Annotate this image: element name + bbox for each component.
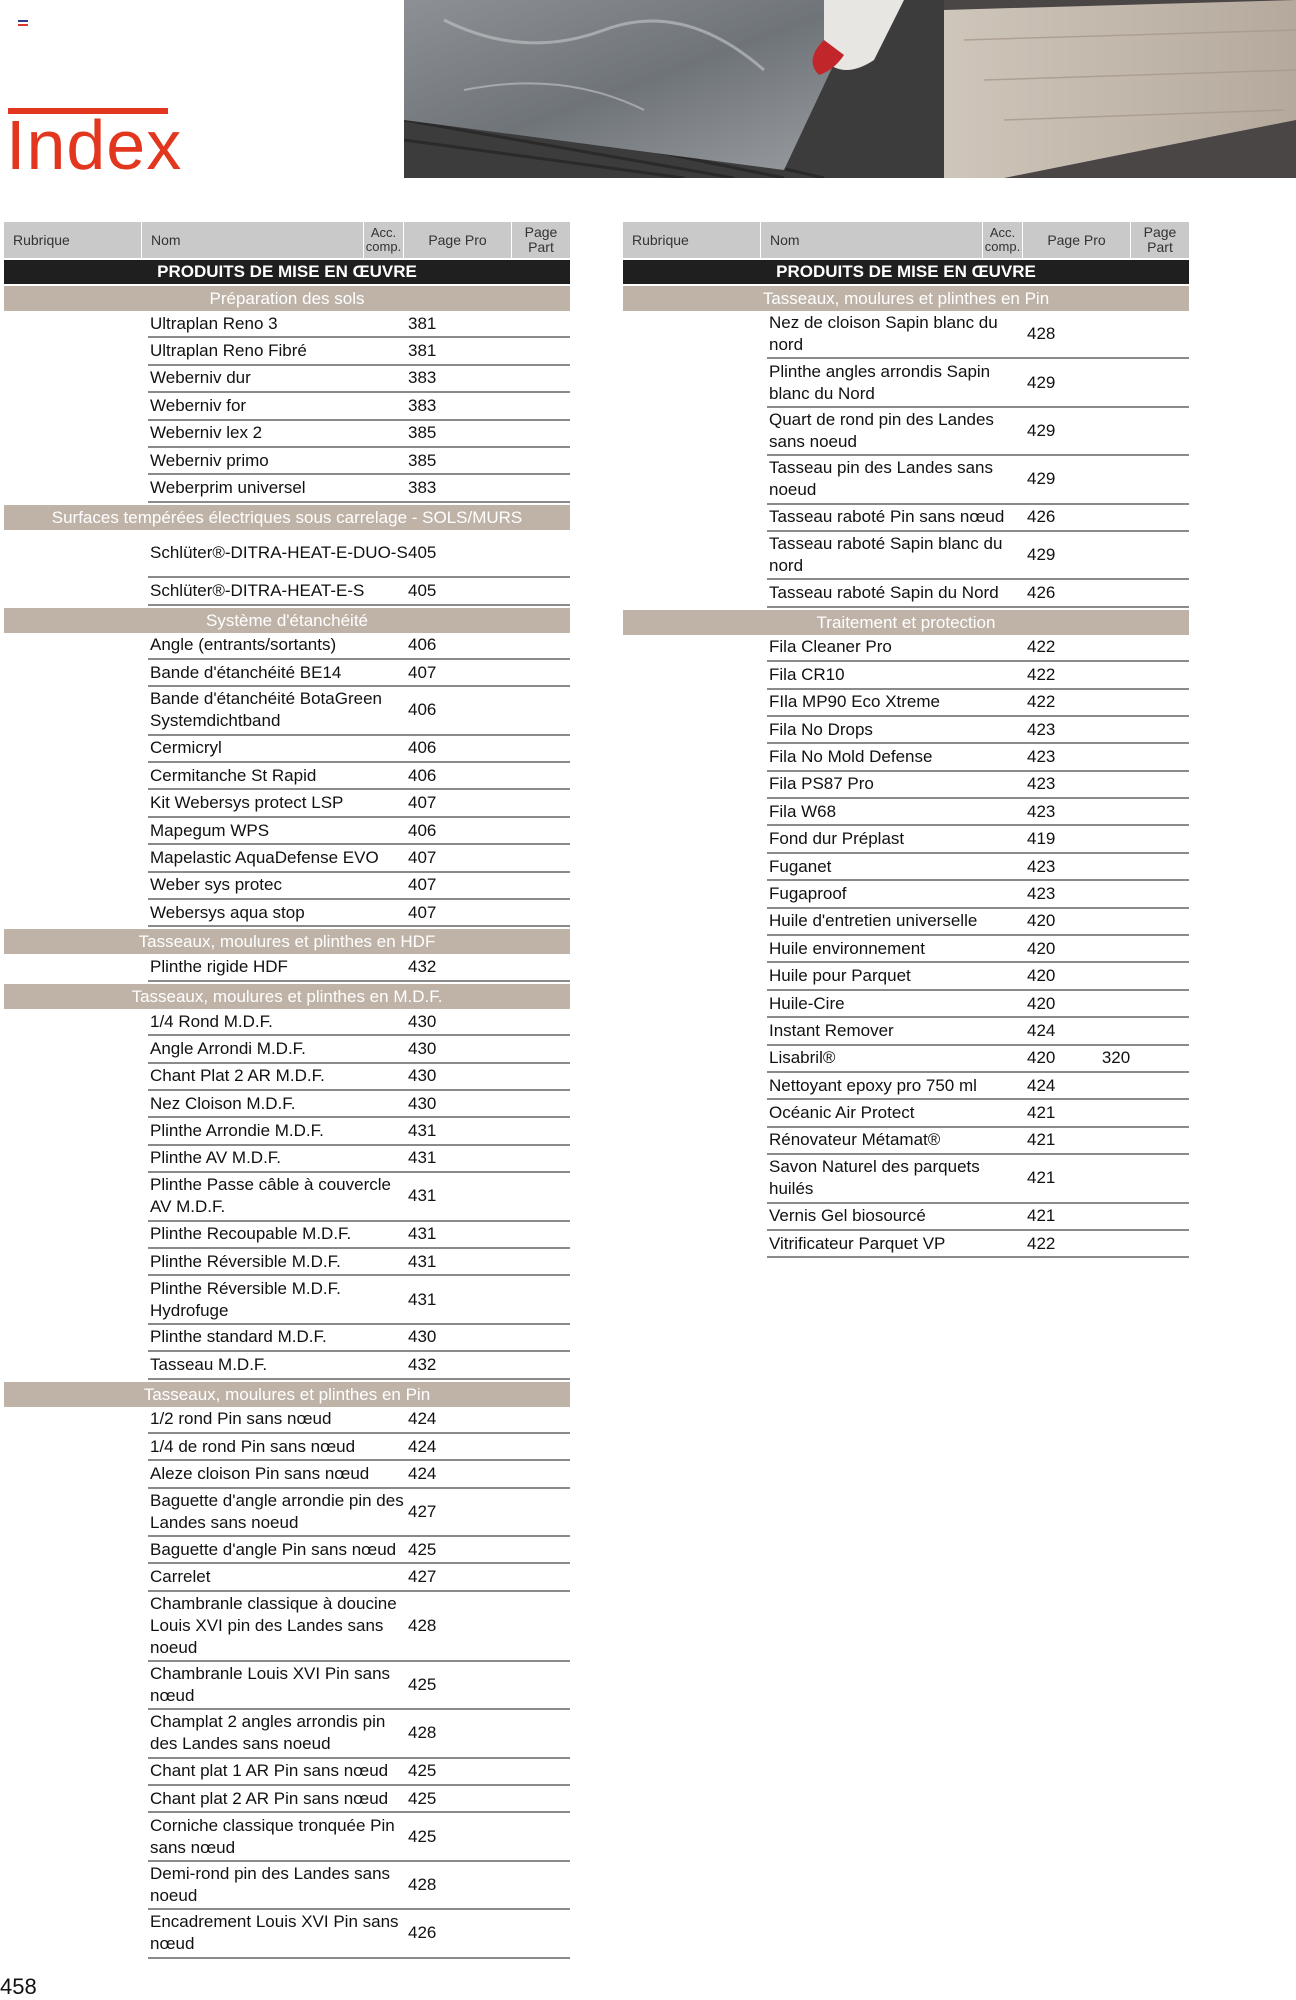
product-name: Webersys aqua stop: [150, 902, 305, 922]
hero-image: [404, 0, 1296, 178]
header-nom: Nom: [761, 222, 983, 258]
table-row: [767, 359, 1189, 407]
section-title: Tasseaux, moulures et plinthes en HDF: [4, 929, 570, 954]
table-row: [148, 633, 570, 660]
table-row: [148, 1759, 570, 1786]
product-name: Chant plat 2 AR Pin sans nœud: [150, 1788, 389, 1808]
product-name: Océanic Air Protect: [769, 1103, 915, 1123]
category-band: PRODUITS DE MISE EN ŒUVRE: [623, 260, 1189, 284]
page-pro-value: 426: [1027, 507, 1056, 527]
product-name: Encadrement Louis XVI Pin sans nœud: [150, 1912, 399, 1954]
product-name: Rénovateur Métamat®: [769, 1130, 941, 1150]
page-pro-value: 432: [408, 957, 437, 977]
table-row: [148, 900, 570, 927]
table-row: [148, 1009, 570, 1036]
left-sections: [4, 286, 570, 1959]
table-row: [767, 772, 1189, 799]
table-row: [148, 421, 570, 448]
right-index-column: [623, 222, 1189, 1258]
page-pro-value: 430: [408, 1327, 437, 1347]
page-pro-value: 422: [1027, 637, 1056, 657]
page-pro-value: 431: [408, 1121, 437, 1141]
page-pro-value: 424: [1027, 1075, 1056, 1095]
table-row: [148, 1173, 570, 1221]
product-name: Demi-rond pin des Landes sans noeud: [150, 1863, 391, 1905]
product-name: Tasseau pin des Landes sans noeud: [769, 458, 993, 500]
table-row: [148, 1276, 570, 1324]
product-name: Savon Naturel des parquets huilés: [769, 1157, 980, 1199]
page-pro-value: 420: [1027, 993, 1056, 1013]
table-row: [148, 1592, 570, 1662]
table-row: [767, 1046, 1189, 1073]
table-row: [148, 530, 570, 578]
page-pro-value: 424: [408, 1409, 437, 1429]
table-row: [148, 578, 570, 605]
table-row: [148, 736, 570, 763]
product-name: 1/2 rond Pin sans nœud: [150, 1409, 332, 1429]
page-pro-value: 426: [408, 1923, 437, 1943]
header-acc-comp: Acc. comp.: [364, 222, 404, 258]
product-name: Fila No Mold Defense: [769, 746, 933, 766]
table-row: [148, 660, 570, 687]
product-name: Fila No Drops: [769, 719, 873, 739]
page-pro-value: 432: [408, 1354, 437, 1374]
page-pro-value: 429: [1027, 545, 1056, 565]
table-row: [767, 991, 1189, 1018]
page-pro-value: 423: [1027, 856, 1056, 876]
table-row: [767, 717, 1189, 744]
product-name: Fila CR10: [769, 664, 845, 684]
product-name: Instant Remover: [769, 1020, 894, 1040]
section-title: Tasseaux, moulures et plinthes en Pin: [4, 1382, 570, 1407]
table-row: [767, 799, 1189, 826]
table-row: [148, 1064, 570, 1091]
page-pro-value: 406: [408, 635, 437, 655]
table-row: [148, 845, 570, 872]
page-pro-value: 428: [408, 1723, 437, 1743]
table-row: [148, 763, 570, 790]
product-name: Champlat 2 angles arrondis pin des Landes sans noeud: [150, 1712, 386, 1754]
product-name: Huile-Cire: [769, 993, 845, 1013]
product-name: Weberprim universel: [150, 478, 306, 498]
product-name: Vernis Gel biosourcé: [769, 1206, 926, 1226]
product-name: Weberniv for: [150, 395, 247, 415]
table-row: [767, 1018, 1189, 1045]
section-title: Traitement et protection: [623, 610, 1189, 635]
table-row: [767, 635, 1189, 662]
table-row: [767, 881, 1189, 908]
product-name: Nettoyant epoxy pro 750 ml: [769, 1075, 977, 1095]
product-name: Fila W68: [769, 801, 837, 821]
table-row: [148, 1489, 570, 1537]
product-name: Ultraplan Reno 3: [150, 313, 278, 333]
table-row: [148, 873, 570, 900]
page-pro-value: 385: [408, 450, 437, 470]
page-pro-value: 430: [408, 1038, 437, 1058]
page-pro-value: 381: [408, 341, 437, 361]
table-row: [148, 1813, 570, 1861]
page-pro-value: 421: [1027, 1206, 1056, 1226]
table-row: [767, 1073, 1189, 1100]
product-name: Mapelastic AquaDefense EVO: [150, 847, 379, 867]
table-row: [767, 826, 1189, 853]
page-pro-value: 425: [408, 1539, 437, 1559]
page-pro-value: 421: [1027, 1103, 1056, 1123]
table-row: [148, 448, 570, 475]
page-pro-value: 424: [1027, 1020, 1056, 1040]
product-name: Chant Plat 2 AR M.D.F.: [150, 1066, 325, 1086]
table-row: [767, 690, 1189, 717]
product-name: Weberniv lex 2: [150, 423, 263, 443]
table-row: [148, 1352, 570, 1379]
table-row: [148, 338, 570, 365]
table-row: [148, 1118, 570, 1145]
product-name: Nez de cloison Sapin blanc du nord: [769, 313, 998, 355]
product-name: Corniche classique tronquée Pin sans nœud: [150, 1815, 395, 1857]
product-name: Plinthe Recoupable M.D.F.: [150, 1224, 352, 1244]
flag-icon: [18, 20, 28, 27]
table-row: [767, 909, 1189, 936]
product-name: Tasseau M.D.F.: [150, 1354, 268, 1374]
header-rubrique: Rubrique: [4, 222, 142, 258]
page-pro-value: 423: [1027, 774, 1056, 794]
table-row: [148, 687, 570, 735]
table-row: [148, 366, 570, 393]
product-name: Plinthe Passe câble à couvercle AV M.D.F.: [150, 1175, 391, 1217]
page-pro-value: 425: [408, 1788, 437, 1808]
page-pro-value: 429: [1027, 372, 1056, 392]
product-name: Fond dur Préplast: [769, 829, 905, 849]
page-pro-value: 424: [408, 1463, 437, 1483]
page-pro-value: 426: [1027, 583, 1056, 603]
product-name: Tasseau raboté Pin sans nœud: [769, 507, 1005, 527]
table-row: [148, 393, 570, 420]
page-pro-value: 420: [1027, 966, 1056, 986]
table-row: [767, 532, 1189, 580]
table-row: [148, 818, 570, 845]
page-pro-value: 428: [408, 1615, 437, 1635]
table-row: [148, 954, 570, 981]
table-row: [148, 1407, 570, 1434]
page-pro-value: 429: [1027, 469, 1056, 489]
table-row: [767, 1128, 1189, 1155]
table-row: [148, 1461, 570, 1488]
page-pro-value: 420: [1027, 911, 1056, 931]
page-pro-value: 427: [408, 1501, 437, 1521]
header-page-part: Page Part: [524, 224, 558, 255]
page-pro-value: 385: [408, 423, 437, 443]
header-acc-comp: Acc. comp.: [983, 222, 1023, 258]
product-name: FIla MP90 Eco Xtreme: [769, 692, 941, 712]
page-pro-value: 421: [1027, 1130, 1056, 1150]
page-pro-value: 423: [1027, 883, 1056, 903]
page-pro-value: 422: [1027, 692, 1056, 712]
product-name: Schlüter®-DITRA-HEAT-E-DUO-S: [150, 542, 408, 562]
product-name: Mapegum WPS: [150, 820, 270, 840]
page-pro-value: 425: [408, 1675, 437, 1695]
page-number: 458: [0, 1974, 37, 1999]
product-name: Fugaproof: [769, 883, 847, 903]
table-row: [148, 311, 570, 338]
product-name: Huile pour Parquet: [769, 966, 911, 986]
page-pro-value: 425: [408, 1761, 437, 1781]
page-pro-value: 407: [408, 902, 437, 922]
product-name: Huile d'entretien universelle: [769, 911, 978, 931]
product-name: Angle Arrondi M.D.F.: [150, 1038, 306, 1058]
page-pro-value: 428: [1027, 324, 1056, 344]
product-name: Fila PS87 Pro: [769, 774, 874, 794]
product-name: 1/4 de rond Pin sans nœud: [150, 1436, 356, 1456]
product-name: Plinthe rigide HDF: [150, 957, 288, 977]
table-row: [148, 1249, 570, 1276]
page-pro-value: 420: [1027, 1048, 1056, 1068]
product-name: Chant plat 1 AR Pin sans nœud: [150, 1761, 389, 1781]
product-name: Cermitanche St Rapid: [150, 765, 317, 785]
table-row: [148, 1325, 570, 1352]
table-header: [623, 222, 1189, 258]
product-name: Quart de rond pin des Landes sans noeud: [769, 409, 994, 451]
page-part-value: 320: [1101, 1048, 1131, 1068]
product-name: Weber sys protec: [150, 875, 282, 895]
product-name: Tasseau raboté Sapin du Nord: [769, 583, 999, 603]
product-name: Weberniv dur: [150, 368, 251, 388]
product-name: Plinthe Réversible M.D.F.: [150, 1251, 341, 1271]
section-title: Tasseaux, moulures et plinthes en M.D.F.: [4, 984, 570, 1009]
page-pro-value: 383: [408, 478, 437, 498]
page-pro-value: 431: [408, 1289, 437, 1309]
page-pro-value: 422: [1027, 1233, 1056, 1253]
product-name: Nez Cloison M.D.F.: [150, 1093, 296, 1113]
page-pro-value: 430: [408, 1011, 437, 1031]
table-row: [148, 1910, 570, 1958]
product-name: Schlüter®-DITRA-HEAT-E-S: [150, 580, 365, 600]
section-title: Surfaces tempérées électriques sous carrelage - SOLS/MURS: [4, 505, 570, 530]
product-name: Plinthe Réversible M.D.F. Hydrofuge: [150, 1278, 341, 1320]
table-row: [767, 1100, 1189, 1127]
product-name: Cermicryl: [150, 738, 222, 758]
table-row: [767, 580, 1189, 607]
table-row: [767, 854, 1189, 881]
page-pro-value: 405: [408, 580, 437, 600]
header-page-pro: Page Pro: [1023, 222, 1131, 258]
product-name: Baguette d'angle arrondie pin des Landes sans noeud: [150, 1490, 404, 1532]
table-row: [767, 311, 1189, 359]
page-pro-value: 421: [1027, 1168, 1056, 1188]
page-pro-value: 420: [1027, 938, 1056, 958]
page-pro-value: 423: [1027, 746, 1056, 766]
product-name: Plinthe AV M.D.F.: [150, 1148, 282, 1168]
product-name: Tasseau raboté Sapin blanc du nord: [769, 534, 1003, 576]
product-name: Ultraplan Reno Fibré: [150, 341, 307, 361]
section-title: Préparation des sols: [4, 286, 570, 311]
page-pro-value: 425: [408, 1826, 437, 1846]
product-name: Chambranle Louis XVI Pin sans nœud: [150, 1664, 391, 1706]
product-name: Aleze cloison Pin sans nœud: [150, 1463, 370, 1483]
header-page-part: Page Part: [1143, 224, 1177, 255]
table-row: [148, 1222, 570, 1249]
product-name: Lisabril®: [769, 1048, 836, 1068]
page-pro-value: 406: [408, 765, 437, 785]
product-name: Fila Cleaner Pro: [769, 637, 892, 657]
page-pro-value: 419: [1027, 829, 1056, 849]
table-row: [767, 963, 1189, 990]
page-pro-value: 383: [408, 368, 437, 388]
right-sections: [623, 286, 1189, 1258]
product-name: Plinthe standard M.D.F.: [150, 1327, 327, 1347]
table-row: [148, 1786, 570, 1813]
page-pro-value: 428: [408, 1874, 437, 1894]
section-title: Tasseaux, moulures et plinthes en Pin: [623, 286, 1189, 311]
table-row: [767, 1204, 1189, 1231]
category-band: PRODUITS DE MISE EN ŒUVRE: [4, 260, 570, 284]
table-row: [148, 1434, 570, 1461]
page-pro-value: 407: [408, 847, 437, 867]
page-pro-value: 407: [408, 793, 437, 813]
header-page-pro: Page Pro: [404, 222, 512, 258]
product-name: Vitrificateur Parquet VP: [769, 1233, 946, 1253]
product-name: Angle (entrants/sortants): [150, 635, 337, 655]
table-row: [767, 1231, 1189, 1258]
table-row: [148, 1564, 570, 1591]
page-pro-value: 422: [1027, 664, 1056, 684]
page-pro-value: 407: [408, 662, 437, 682]
page-pro-value: 406: [408, 738, 437, 758]
page-pro-value: 430: [408, 1066, 437, 1086]
table-row: [148, 475, 570, 502]
product-name: Kit Webersys protect LSP: [150, 793, 344, 813]
table-row: [148, 1036, 570, 1063]
product-name: Plinthe angles arrondis Sapin blanc du Nord: [769, 361, 991, 403]
page-pro-value: 423: [1027, 719, 1056, 739]
product-name: Baguette d'angle Pin sans nœud: [150, 1539, 397, 1559]
left-index-column: [4, 222, 570, 1959]
product-name: 1/4 Rond M.D.F.: [150, 1011, 273, 1031]
page-pro-value: 424: [408, 1436, 437, 1456]
table-row: [767, 744, 1189, 771]
page-pro-value: 431: [408, 1186, 437, 1206]
product-name: Fuganet: [769, 856, 832, 876]
product-name: Weberniv primo: [150, 450, 269, 470]
table-row: [148, 1662, 570, 1710]
page-pro-value: 427: [408, 1567, 437, 1587]
header-nom: Nom: [142, 222, 364, 258]
table-row: [148, 790, 570, 817]
product-name: Huile environnement: [769, 938, 925, 958]
product-name: Bande d'étanchéité BotaGreen Systemdichtband: [150, 689, 382, 731]
table-row: [767, 662, 1189, 689]
table-row: [148, 1091, 570, 1118]
table-row: [767, 408, 1189, 456]
product-name: Bande d'étanchéité BE14: [150, 662, 342, 682]
page-pro-value: 406: [408, 700, 437, 720]
page-pro-value: 430: [408, 1093, 437, 1113]
page-pro-value: 405: [408, 542, 437, 562]
page-pro-value: 431: [408, 1224, 437, 1244]
table-row: [148, 1862, 570, 1910]
table-row: [767, 456, 1189, 504]
product-name: Chambranle classique à doucine Louis XVI pin des Landes sans noeud: [150, 1593, 397, 1657]
page-pro-value: 406: [408, 820, 437, 840]
table-row: [767, 505, 1189, 532]
table-header: [4, 222, 570, 258]
page-pro-value: 383: [408, 395, 437, 415]
header-rubrique: Rubrique: [623, 222, 761, 258]
table-row: [148, 1146, 570, 1173]
page-pro-value: 407: [408, 875, 437, 895]
page-pro-value: 431: [408, 1148, 437, 1168]
page-pro-value: 429: [1027, 420, 1056, 440]
page-title: Index: [6, 106, 183, 184]
section-title: Système d'étanchéité: [4, 608, 570, 633]
table-row: [148, 1537, 570, 1564]
page-pro-value: 431: [408, 1251, 437, 1271]
product-name: Carrelet: [150, 1567, 211, 1587]
product-name: Plinthe Arrondie M.D.F.: [150, 1121, 324, 1141]
page-pro-value: 381: [408, 313, 437, 333]
table-row: [148, 1710, 570, 1758]
table-row: [767, 1155, 1189, 1203]
page-pro-value: 423: [1027, 801, 1056, 821]
table-row: [767, 936, 1189, 963]
